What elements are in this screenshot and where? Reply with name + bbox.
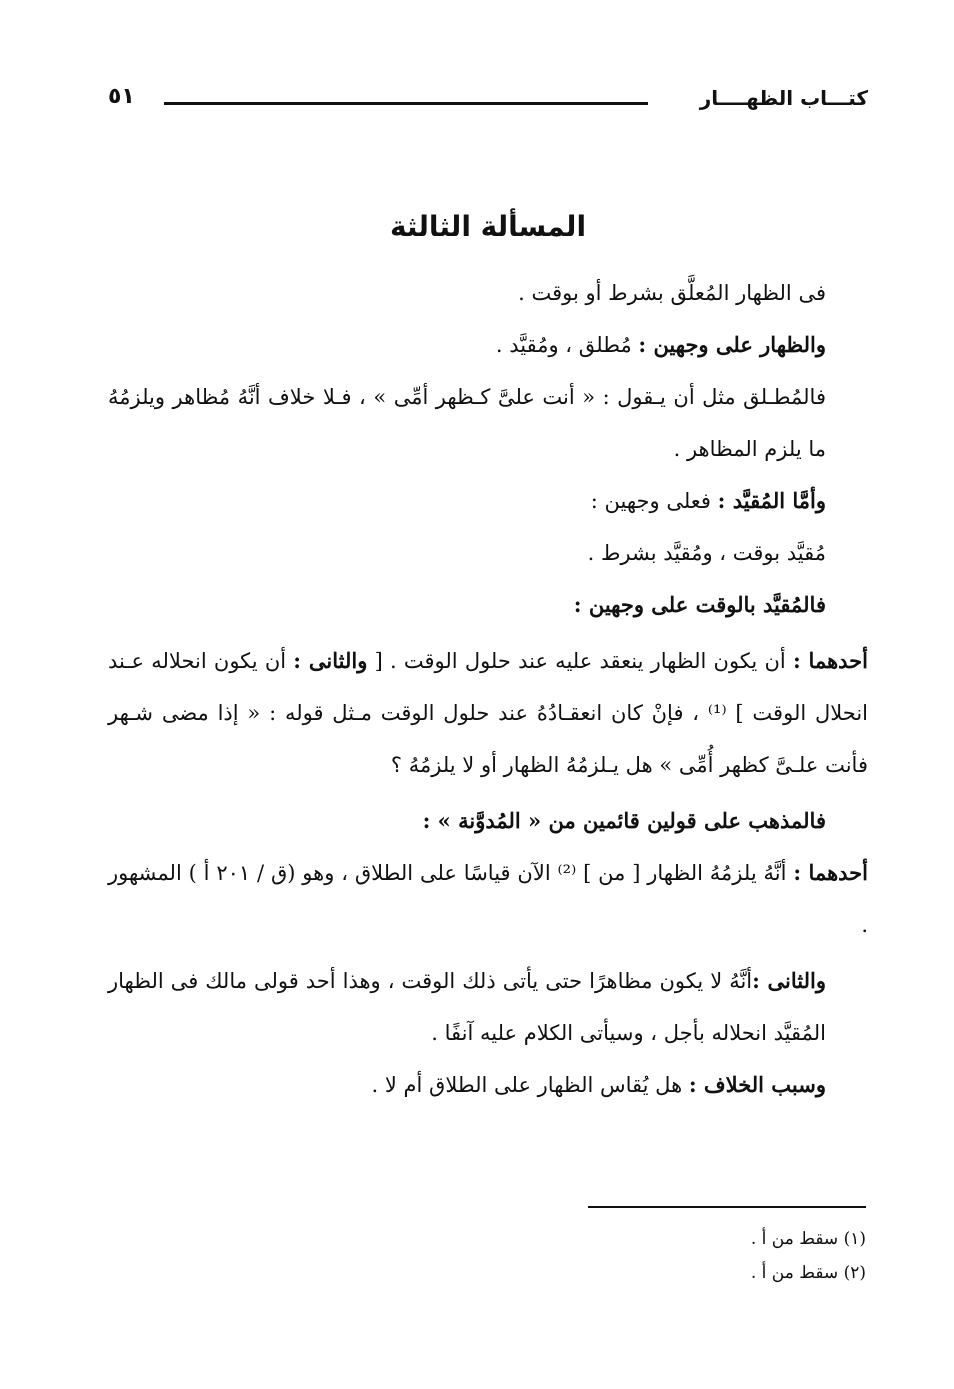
paragraph-7-text-a: أن يكون الظهار ينعقد عليه عند حلول الوقت . [ [367, 649, 793, 673]
paragraph-10 [108, 955, 868, 1059]
paragraph-11-text: هل يُقاس الظهار على الطلاق أم لا . [371, 1073, 689, 1097]
paragraph-10-text: أنَّهُ لا يكون مظاهرًا حتى يأتى ذلك الوقت ، وهذا أحد قولى مالك فى الظهار المُقيَّد انحلاله بأجل ، وسيأتى الكلام عليه آنفًا . [108, 969, 826, 1045]
paragraph-11 [108, 1059, 868, 1111]
paragraph-2-text: مُطلق ، ومُقيَّد . [495, 333, 639, 357]
footnote-1: (١) سقط من أ . [750, 1229, 866, 1249]
footnote-separator [588, 1206, 866, 1208]
paragraph-10-heading: والثانى : [752, 968, 826, 993]
footnotes [466, 1222, 866, 1290]
paragraph-7-heading-b: والثانى : [293, 648, 368, 673]
running-title: كتـــاب الظهــــار [699, 86, 868, 110]
paragraph-8: فالمذهب على قولين قائمين من « المُدوَّنة » : [422, 808, 826, 833]
paragraph-7-heading-a: أحدهما : [792, 648, 868, 673]
paragraph-4-text: فعلى وجهين : [590, 489, 718, 513]
paragraph-2-heading: والظهار على وجهين : [638, 332, 826, 357]
paragraph-9-heading: أحدهما : [793, 860, 868, 885]
paragraph-11-heading: وسبب الخلاف : [688, 1072, 826, 1097]
page-number: ٥١ [108, 84, 135, 109]
main-content [108, 205, 868, 1111]
paragraph-6: فالمُقيَّد بالوقت على وجهين : [573, 592, 826, 617]
page-header [108, 84, 868, 124]
paragraph-5: مُقيَّد بوقت ، ومُقيَّد بشرط . [587, 541, 826, 565]
footnote-2: (٢) سقط من أ . [750, 1263, 866, 1283]
paragraph-4-heading: وأمَّا المُقيَّد : [717, 488, 826, 513]
paragraph-7-text-b: أن يكون انحلاله عـند انحلال الوقت ] ⁽¹⁾ ، فإنْ كان انعقـادُهُ عند حلول الوقت مـثل قوله : « إذا مضى شـهر فأنت علـىَّ كظهر أُمِّى » هل يـلزمُهُ الظهار أو لا يلزمُهُ ؟ [108, 649, 869, 777]
paragraph-1: فى الظهار المُعلَّق بشرط أو بوقت . [518, 281, 826, 305]
paragraph-2 [108, 319, 868, 371]
chapter-title: المسألة الثالثة [389, 210, 587, 243]
paragraph-7 [108, 635, 868, 791]
paragraph-4 [108, 475, 868, 527]
paragraph-9 [108, 847, 868, 951]
paragraph-3: فالمُطـلق مثل أن يـقول : « أنت علىَّ كـظهر أمِّى » ، فـلا خلاف أنَّهُ مُظاهر ويلزمُهُ ما يلزم المظاهر . [108, 385, 826, 461]
header-rule [164, 102, 648, 105]
paragraph-9-text: أنَّهُ يلزمُهُ الظهار [ من ] ⁽²⁾ الآن قياسًا على الطلاق ، وهو (ق / ٢٠١ أ ) المشهور . [108, 861, 868, 937]
